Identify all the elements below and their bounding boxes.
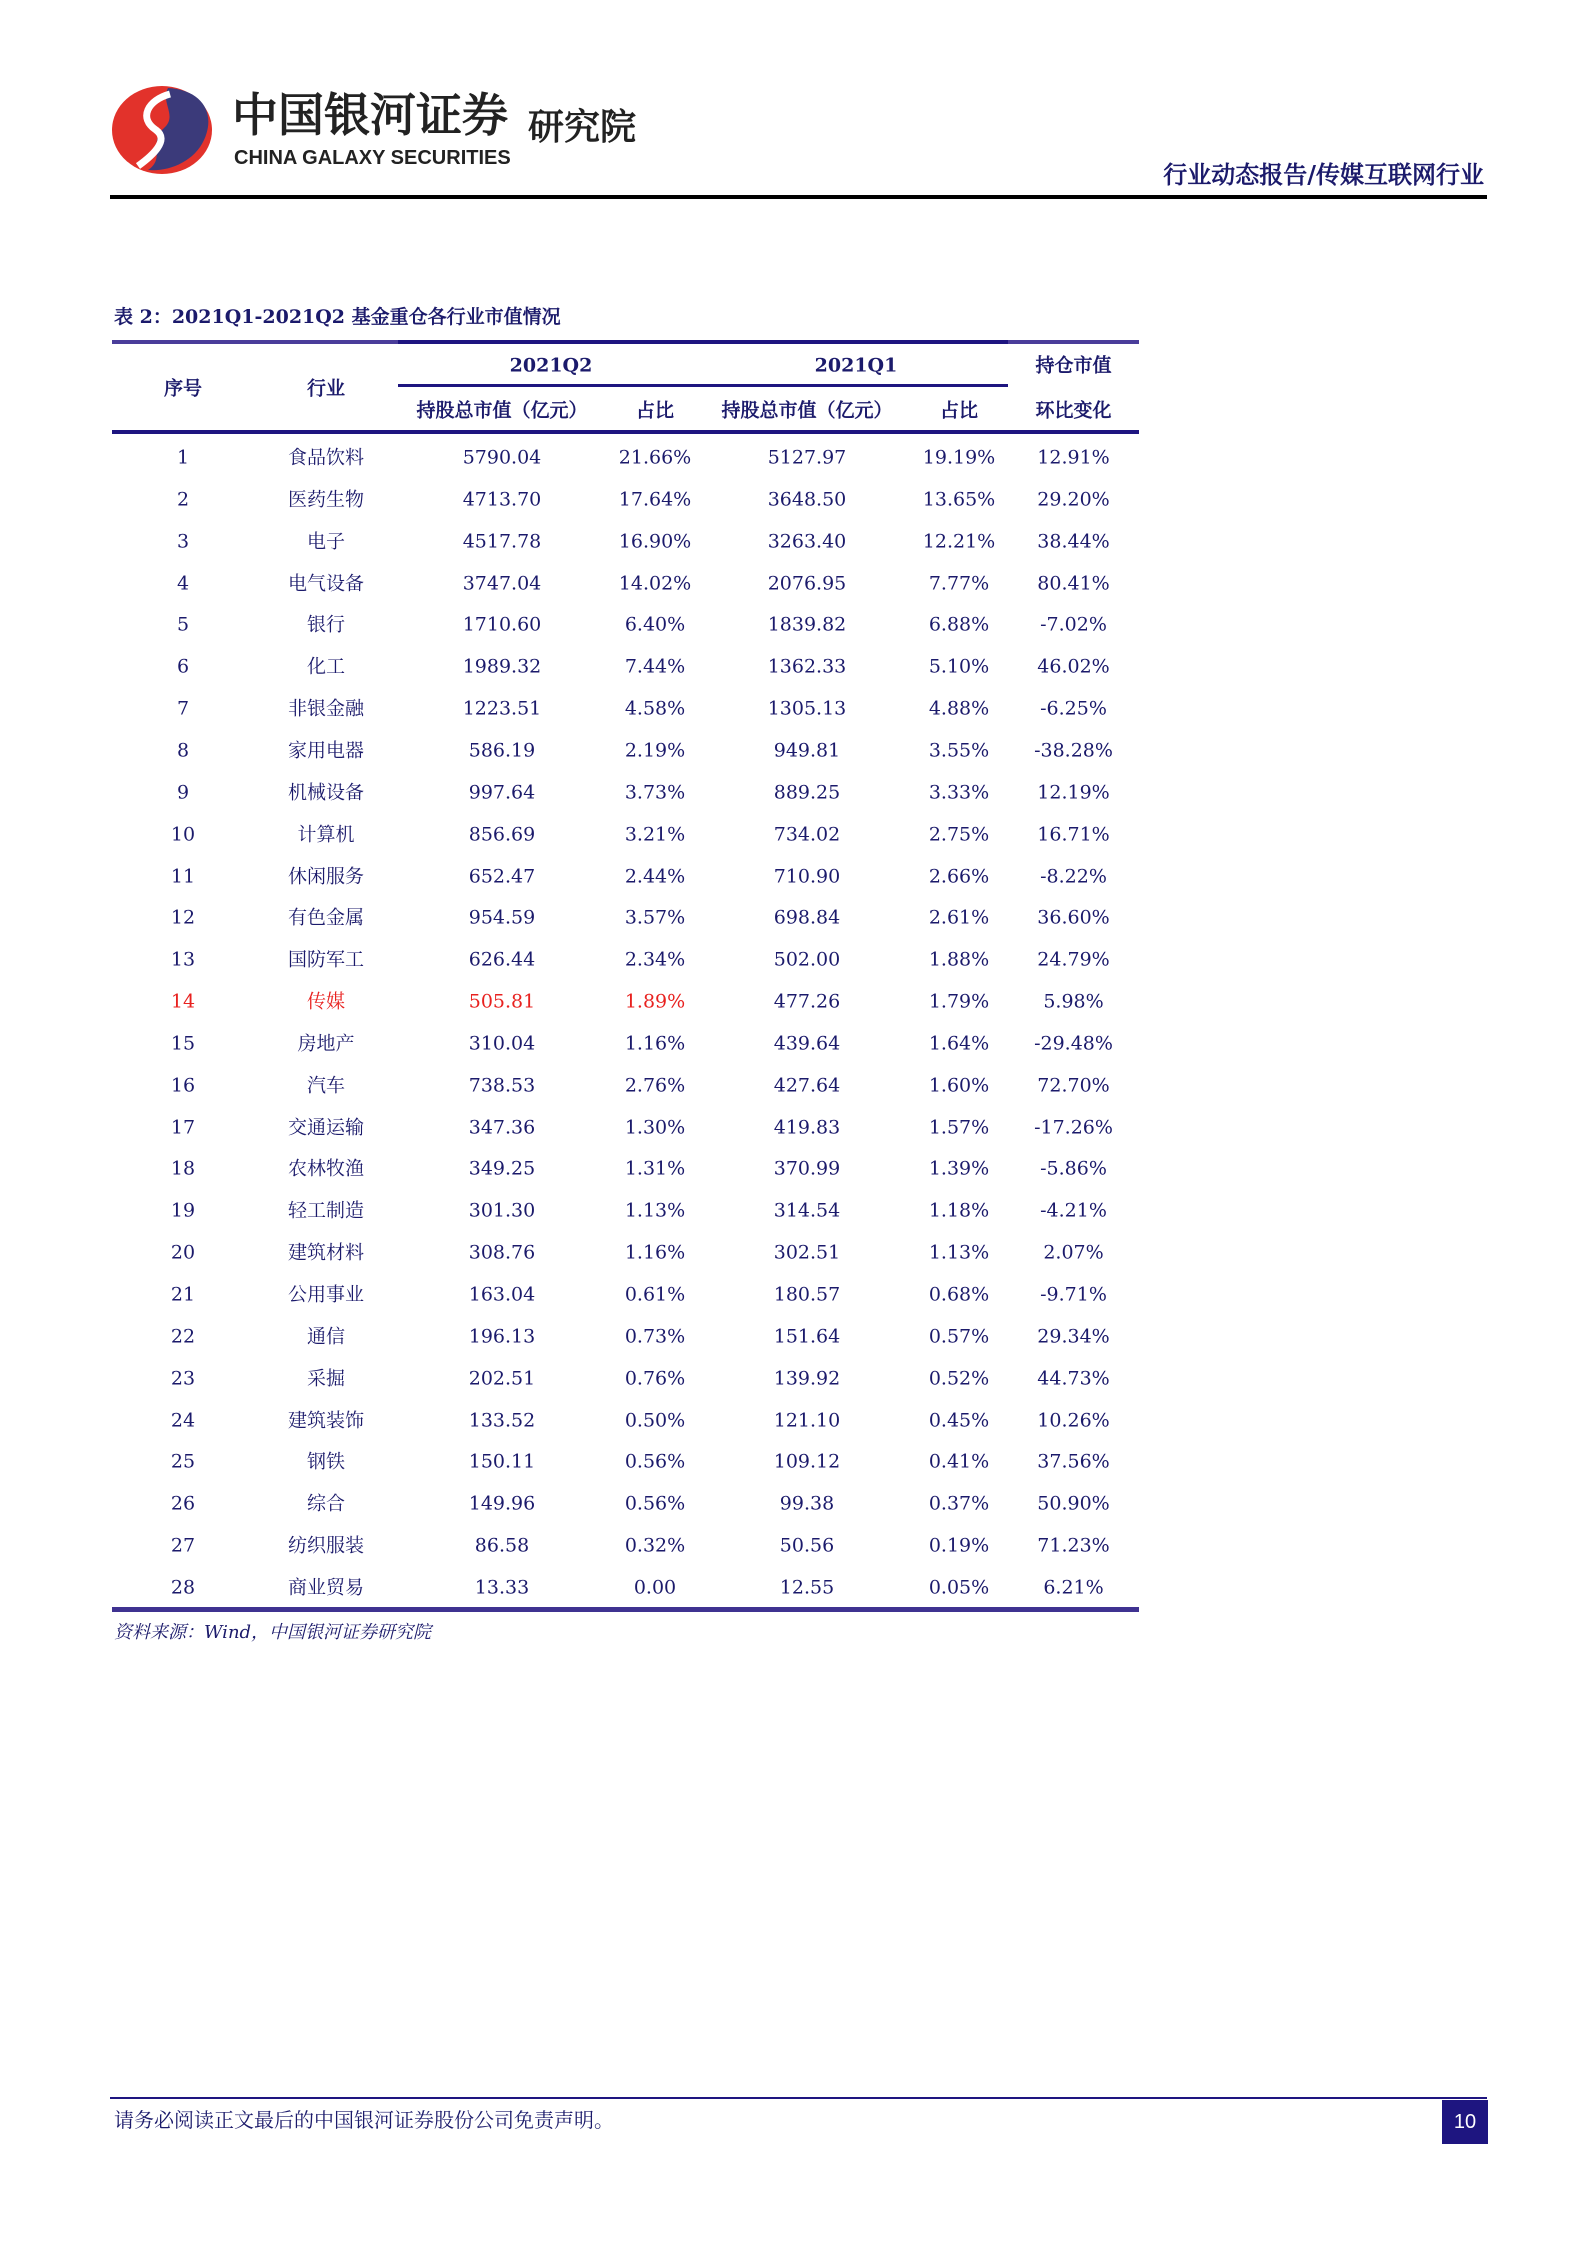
footer-disclaimer: 请务必阅读正文最后的中国银河证券股份公司免责声明。 [114,2108,614,2132]
q2-market-value: 196.13 [468,1325,536,1348]
row-industry: 家用电器 [287,739,364,762]
q1-share: 1.79% [928,990,990,1013]
mv-change: 72.70% [1037,1074,1110,1097]
table-top-rule-right [1008,340,1139,344]
col-header-index: 序号 [163,377,202,400]
q1-share: 4.88% [928,697,990,720]
q1-market-value: 710.90 [773,865,841,888]
q2-market-value: 4713.70 [462,488,542,511]
col-header-q1-share: 占比 [939,399,978,422]
row-industry: 建筑材料 [287,1241,364,1264]
col-header-q2-share: 占比 [635,399,674,422]
q1-market-value: 427.64 [773,1074,841,1097]
q2-share: 6.40% [624,613,686,636]
q2-share: 3.73% [624,781,686,804]
q1-market-value: 419.83 [773,1116,841,1139]
mv-change: 2.07% [1043,1241,1104,1264]
row-industry: 综合 [306,1492,345,1515]
row-industry: 电气设备 [287,572,364,595]
row-index: 20 [170,1241,196,1264]
row-index: 15 [170,1032,196,1055]
q2-share: 3.21% [624,823,686,846]
row-industry: 银行 [306,613,345,636]
q2-market-value: 163.04 [468,1283,536,1306]
row-index: 1 [176,446,190,469]
mv-change: -38.28% [1034,739,1113,762]
q2-market-value: 133.52 [468,1409,536,1432]
q2-market-value: 310.04 [468,1032,536,1055]
q2-market-value: 856.69 [468,823,536,846]
mv-change: -9.71% [1040,1283,1107,1306]
row-industry: 食品饮料 [287,446,364,469]
q2-market-value: 652.47 [468,865,536,888]
q1-share: 0.52% [928,1367,990,1390]
q1-market-value: 734.02 [773,823,841,846]
q2-market-value: 301.30 [468,1199,536,1222]
q2-share: 21.66% [618,446,692,469]
q2-share: 0.50% [624,1409,686,1432]
row-index: 12 [170,906,196,929]
q1-market-value: 3263.40 [767,530,847,553]
q1-market-value: 1839.82 [767,613,847,636]
q1-share: 6.88% [928,613,990,636]
col-header-q2-mv: 持股总市值（亿元） [416,399,588,422]
mv-change: 12.91% [1037,446,1110,469]
row-index: 6 [176,655,190,678]
row-industry: 建筑装饰 [287,1409,364,1432]
brand-name-cn: 中国银河证券 [232,88,508,142]
row-industry: 通信 [306,1325,345,1348]
q1-market-value: 2076.95 [767,572,847,595]
q2-market-value: 308.76 [468,1241,536,1264]
galaxy-logo [108,84,216,176]
q1-share: 2.75% [928,823,990,846]
header-divider [110,195,1487,199]
q1-share: 2.66% [928,865,990,888]
q1-share: 1.18% [928,1199,990,1222]
q1-share: 0.05% [928,1576,990,1599]
mv-change: 44.73% [1037,1367,1110,1390]
mv-change: -4.21% [1040,1199,1107,1222]
q1-market-value: 302.51 [773,1241,841,1264]
row-index: 4 [176,572,190,595]
q2-market-value: 1989.32 [462,655,542,678]
q1-market-value: 99.38 [779,1492,835,1515]
q1-share: 1.88% [928,948,990,971]
q2-share: 0.56% [624,1450,686,1473]
q2-market-value: 954.59 [468,906,536,929]
row-index: 13 [170,948,196,971]
row-index: 7 [176,697,190,720]
group-header-rule [398,384,1008,387]
row-index: 3 [176,530,190,553]
row-industry: 纺织服装 [287,1534,364,1557]
q1-share: 2.61% [928,906,990,929]
q2-share: 4.58% [624,697,686,720]
row-index: 25 [170,1450,196,1473]
q2-market-value: 586.19 [468,739,536,762]
mv-change: 24.79% [1037,948,1110,971]
q2-market-value: 149.96 [468,1492,536,1515]
table-top-rule-left [112,340,398,344]
row-index: 11 [170,865,196,888]
q2-share: 0.61% [624,1283,686,1306]
row-index: 23 [170,1367,196,1390]
row-index: 24 [170,1409,196,1432]
q1-share: 1.13% [928,1241,990,1264]
mv-change: 37.56% [1037,1450,1110,1473]
q1-market-value: 370.99 [773,1158,841,1181]
footer-divider [110,2097,1487,2099]
mv-change: 29.20% [1037,488,1110,511]
q1-share: 1.64% [928,1032,990,1055]
row-index: 19 [170,1199,196,1222]
q2-share: 3.57% [624,906,686,929]
mv-change: 29.34% [1037,1325,1110,1348]
q2-market-value: 1223.51 [462,697,542,720]
row-industry: 机械设备 [287,781,364,804]
mv-change: 38.44% [1037,530,1110,553]
q1-share: 0.41% [928,1450,990,1473]
mv-change: -17.26% [1034,1116,1113,1139]
row-industry: 医药生物 [287,488,364,511]
row-industry: 传媒 [306,990,345,1013]
row-industry: 化工 [306,655,345,678]
q2-share: 1.16% [624,1032,686,1055]
row-index: 18 [170,1158,196,1181]
q1-market-value: 698.84 [773,906,841,929]
q2-market-value: 13.33 [474,1576,530,1599]
row-index: 21 [170,1283,196,1306]
row-index: 27 [170,1534,196,1557]
mv-change: 12.19% [1037,781,1110,804]
row-index: 10 [170,823,196,846]
q1-share: 12.21% [922,530,996,553]
q1-market-value: 109.12 [773,1450,841,1473]
row-industry: 钢铁 [306,1450,345,1473]
mv-change: 71.23% [1037,1534,1110,1557]
institute-label: 研究院 [528,107,637,148]
row-index: 26 [170,1492,196,1515]
col-header-change-bottom: 环比变化 [1035,399,1112,422]
q1-market-value: 180.57 [773,1283,841,1306]
row-industry: 休闲服务 [287,865,364,888]
row-industry: 商业贸易 [287,1576,364,1599]
mv-change: -5.86% [1040,1158,1107,1181]
mv-change: -29.48% [1034,1032,1113,1055]
q1-market-value: 139.92 [773,1367,841,1390]
mv-change: 5.98% [1043,990,1104,1013]
mv-change: 36.60% [1037,906,1110,929]
q2-share: 7.44% [624,655,686,678]
q1-market-value: 439.64 [773,1032,841,1055]
page-number: 10 [1442,2100,1488,2144]
q1-market-value: 477.26 [773,990,841,1013]
q1-share: 0.19% [928,1534,990,1557]
report-type: 行业动态报告/传媒互联网行业 [1163,160,1484,189]
row-index: 8 [176,739,190,762]
table-source: 资料来源：Wind，中国银河证券研究院 [114,1622,432,1643]
row-industry: 汽车 [306,1074,345,1097]
q1-market-value: 3648.50 [767,488,847,511]
q2-share: 1.89% [624,990,686,1013]
row-industry: 房地产 [297,1032,355,1055]
q1-share: 0.45% [928,1409,990,1432]
q2-share: 1.16% [624,1241,686,1264]
q1-market-value: 50.56 [779,1534,835,1557]
row-industry: 电子 [306,530,345,553]
col-group-2021q1: 2021Q1 [814,354,898,377]
q2-share: 2.76% [624,1074,686,1097]
q1-market-value: 314.54 [773,1199,841,1222]
mv-change: -8.22% [1040,865,1107,888]
q2-market-value: 5790.04 [462,446,542,469]
row-index: 16 [170,1074,196,1097]
row-index: 9 [176,781,190,804]
row-index: 17 [170,1116,196,1139]
q1-share: 0.68% [928,1283,990,1306]
q1-market-value: 121.10 [773,1409,841,1432]
q1-market-value: 502.00 [773,948,841,971]
q1-share: 3.33% [928,781,990,804]
mv-change: 46.02% [1037,655,1110,678]
q1-share: 5.10% [928,655,990,678]
row-index: 22 [170,1325,196,1348]
q2-market-value: 997.64 [468,781,536,804]
row-industry: 公用事业 [287,1283,364,1306]
col-group-2021q2: 2021Q2 [509,354,593,377]
mv-change: 16.71% [1037,823,1110,846]
q1-share: 19.19% [922,446,996,469]
row-index: 14 [170,990,196,1013]
mv-change: -7.02% [1040,613,1107,636]
q2-share: 0.76% [624,1367,686,1390]
row-index: 28 [170,1576,196,1599]
q2-share: 0.32% [624,1534,686,1557]
q1-share: 1.60% [928,1074,990,1097]
row-industry: 农林牧渔 [287,1158,364,1181]
q1-market-value: 151.64 [773,1325,841,1348]
q1-share: 0.37% [928,1492,990,1515]
q2-share: 2.19% [624,739,686,762]
row-industry: 非银金融 [287,697,364,720]
q2-market-value: 738.53 [468,1074,536,1097]
q1-share: 3.55% [928,739,990,762]
mv-change: 80.41% [1037,572,1110,595]
q2-share: 0.73% [624,1325,686,1348]
q1-share: 7.77% [928,572,990,595]
brand-name-en: CHINA GALAXY SECURITIES [234,147,511,169]
header-bottom-rule [112,430,1139,434]
q2-share: 17.64% [618,488,692,511]
row-industry: 国防军工 [287,948,364,971]
q2-share: 1.31% [624,1158,686,1181]
q2-market-value: 4517.78 [462,530,542,553]
q1-share: 13.65% [922,488,996,511]
col-header-industry: 行业 [306,377,345,400]
q2-market-value: 3747.04 [462,572,542,595]
q1-share: 0.57% [928,1325,990,1348]
row-industry: 有色金属 [287,906,364,929]
q2-market-value: 347.36 [468,1116,536,1139]
q2-market-value: 1710.60 [462,613,542,636]
q2-market-value: 505.81 [468,990,536,1013]
q1-share: 1.39% [928,1158,990,1181]
q1-market-value: 12.55 [779,1576,835,1599]
q2-share: 2.34% [624,948,686,971]
q1-market-value: 889.25 [773,781,841,804]
mv-change: -6.25% [1040,697,1107,720]
row-industry: 轻工制造 [287,1199,364,1222]
q2-market-value: 150.11 [468,1450,536,1473]
table-bottom-rule [112,1607,1139,1612]
col-header-q1-mv: 持股总市值（亿元） [721,399,893,422]
q1-market-value: 949.81 [773,739,841,762]
mv-change: 6.21% [1043,1576,1104,1599]
table-title: 表 2：2021Q1-2021Q2 基金重仓各行业市值情况 [114,306,561,328]
q1-market-value: 5127.97 [767,446,847,469]
q2-share: 16.90% [618,530,692,553]
q2-share: 0.56% [624,1492,686,1515]
q2-share: 1.13% [624,1199,686,1222]
row-industry: 计算机 [297,823,355,846]
col-header-change-top: 持仓市值 [1035,354,1112,377]
q1-share: 1.57% [928,1116,990,1139]
q2-market-value: 86.58 [474,1534,530,1557]
q2-share: 14.02% [618,572,692,595]
mv-change: 50.90% [1037,1492,1110,1515]
q1-market-value: 1305.13 [767,697,847,720]
q1-market-value: 1362.33 [767,655,847,678]
mv-change: 10.26% [1037,1409,1110,1432]
q2-share: 1.30% [624,1116,686,1139]
q2-market-value: 349.25 [468,1158,536,1181]
q2-share: 2.44% [624,865,686,888]
q2-market-value: 626.44 [468,948,536,971]
row-index: 2 [176,488,190,511]
q2-share: 0.00 [633,1576,677,1599]
row-index: 5 [176,613,190,636]
q2-market-value: 202.51 [468,1367,536,1390]
row-industry: 采掘 [306,1367,345,1390]
row-industry: 交通运输 [287,1116,364,1139]
